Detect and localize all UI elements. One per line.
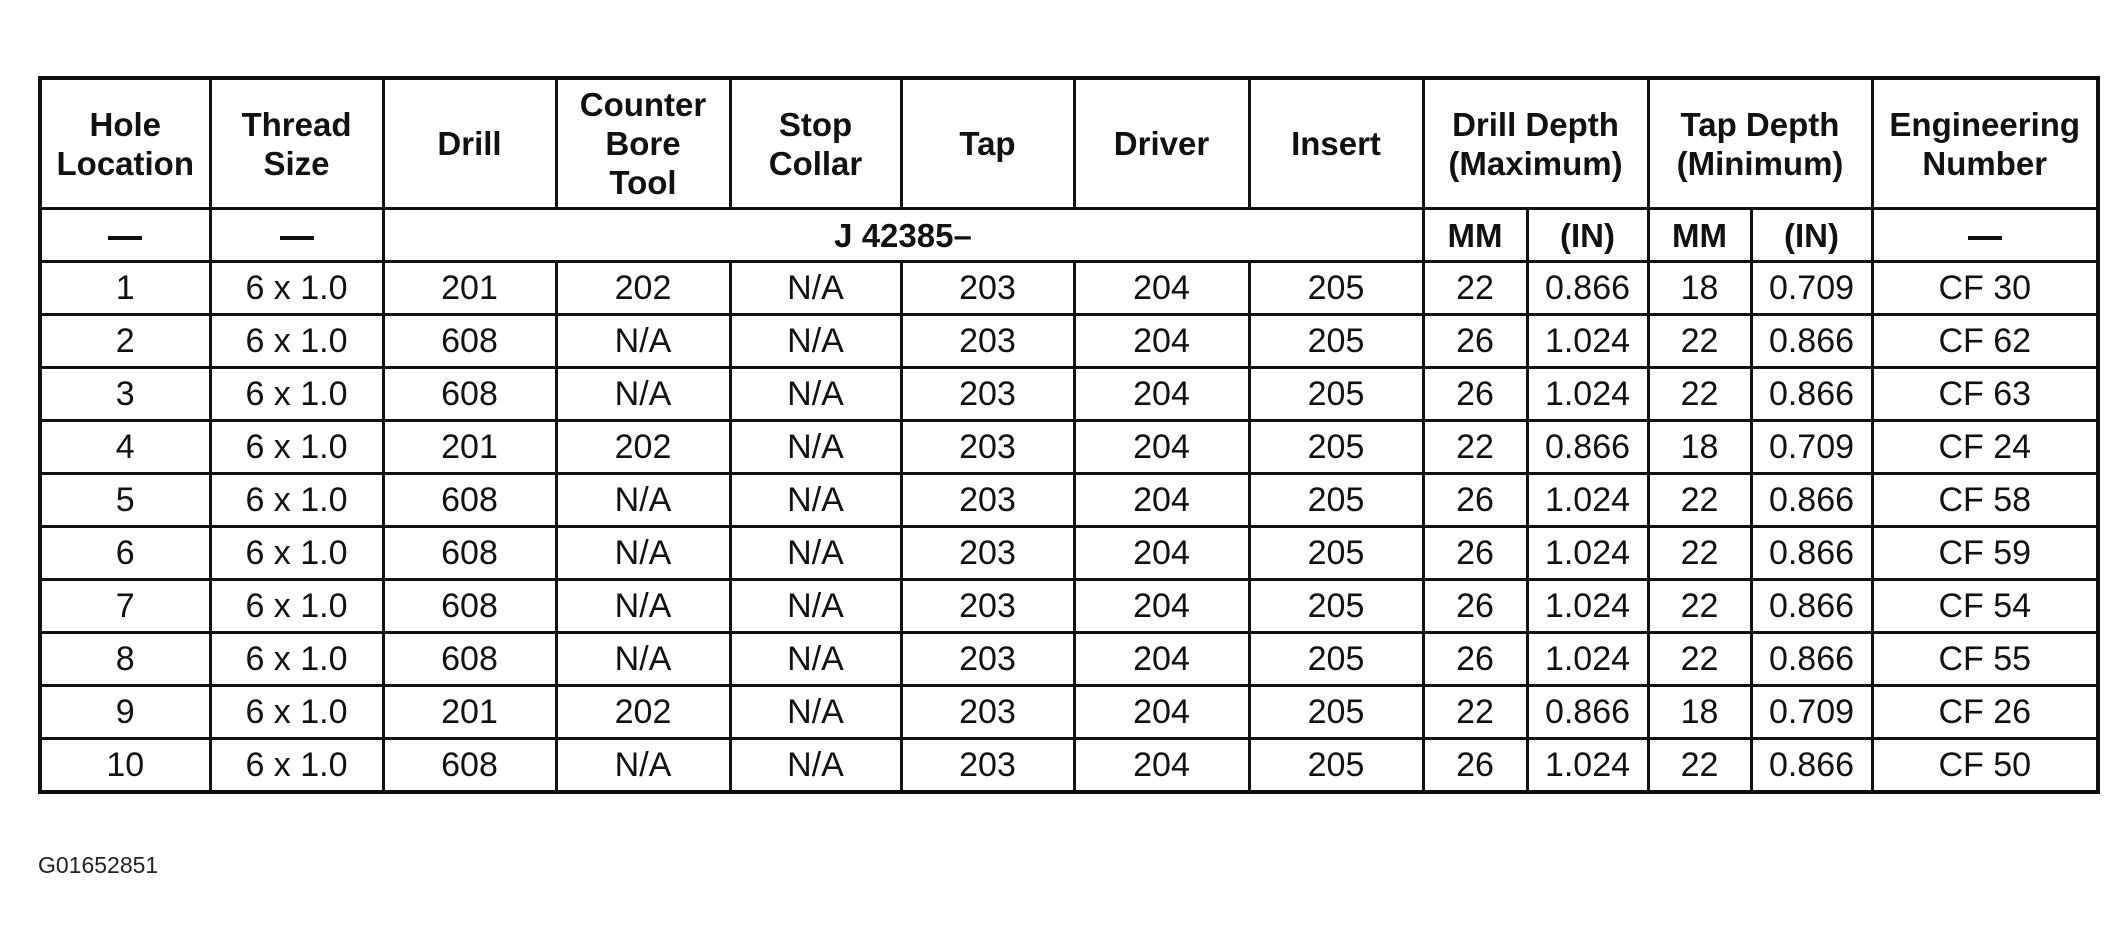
unit-row bbox=[40, 209, 2098, 262]
table-row bbox=[40, 262, 2098, 315]
cell-driver: 204 bbox=[1074, 368, 1249, 421]
cell-driver: 204 bbox=[1074, 739, 1249, 793]
cell-tap-depth-mm: 22 bbox=[1648, 580, 1751, 633]
unit-drill-depth-in: (IN) bbox=[1527, 209, 1648, 262]
cell-thread-size: 6 x 1.0 bbox=[210, 633, 383, 686]
unit-engineering-number-dash bbox=[1872, 209, 2098, 262]
cell-tap: 203 bbox=[901, 739, 1074, 793]
cell-tap-depth-in: 0.709 bbox=[1751, 262, 1872, 315]
cell-tap-depth-mm: 22 bbox=[1648, 633, 1751, 686]
table-row bbox=[40, 474, 2098, 527]
header-insert: Insert bbox=[1249, 78, 1423, 209]
cell-counter-bore-tool: N/A bbox=[556, 474, 730, 527]
cell-tap: 203 bbox=[901, 262, 1074, 315]
cell-counter-bore-tool: N/A bbox=[556, 580, 730, 633]
cell-drill-depth-in: 1.024 bbox=[1527, 739, 1648, 793]
cell-drill-depth-mm: 22 bbox=[1423, 686, 1527, 739]
cell-thread-size: 6 x 1.0 bbox=[210, 527, 383, 580]
cell-drill: 608 bbox=[383, 739, 556, 793]
cell-insert: 205 bbox=[1249, 580, 1423, 633]
dash-mark bbox=[1968, 236, 2002, 240]
cell-driver: 204 bbox=[1074, 262, 1249, 315]
cell-tap-depth-mm: 22 bbox=[1648, 368, 1751, 421]
cell-tap-depth-in: 0.866 bbox=[1751, 580, 1872, 633]
cell-tap-depth-mm: 18 bbox=[1648, 686, 1751, 739]
cell-thread-size: 6 x 1.0 bbox=[210, 368, 383, 421]
cell-insert: 205 bbox=[1249, 527, 1423, 580]
cell-driver: 204 bbox=[1074, 580, 1249, 633]
cell-thread-size: 6 x 1.0 bbox=[210, 421, 383, 474]
unit-tap-depth-mm: MM bbox=[1648, 209, 1751, 262]
cell-drill-depth-mm: 22 bbox=[1423, 262, 1527, 315]
cell-hole-location: 3 bbox=[40, 368, 210, 421]
header-thread-size: Thread Size bbox=[210, 78, 383, 209]
cell-counter-bore-tool: N/A bbox=[556, 368, 730, 421]
cell-counter-bore-tool: 202 bbox=[556, 686, 730, 739]
cell-driver: 204 bbox=[1074, 315, 1249, 368]
header-tap: Tap bbox=[901, 78, 1074, 209]
cell-drill: 201 bbox=[383, 262, 556, 315]
cell-drill-depth-in: 1.024 bbox=[1527, 368, 1648, 421]
cell-drill: 608 bbox=[383, 474, 556, 527]
table-body bbox=[40, 262, 2098, 793]
cell-tap-depth-mm: 18 bbox=[1648, 262, 1751, 315]
cell-drill-depth-in: 1.024 bbox=[1527, 315, 1648, 368]
cell-stop-collar: N/A bbox=[730, 421, 901, 474]
cell-engineering-number: CF 30 bbox=[1872, 262, 2098, 315]
cell-stop-collar: N/A bbox=[730, 262, 901, 315]
cell-tap-depth-in: 0.866 bbox=[1751, 474, 1872, 527]
cell-drill-depth-mm: 22 bbox=[1423, 421, 1527, 474]
cell-tap-depth-mm: 22 bbox=[1648, 474, 1751, 527]
cell-hole-location: 8 bbox=[40, 633, 210, 686]
cell-drill-depth-mm: 26 bbox=[1423, 580, 1527, 633]
cell-stop-collar: N/A bbox=[730, 474, 901, 527]
cell-insert: 205 bbox=[1249, 368, 1423, 421]
cell-hole-location: 7 bbox=[40, 580, 210, 633]
cell-driver: 204 bbox=[1074, 527, 1249, 580]
cell-stop-collar: N/A bbox=[730, 580, 901, 633]
cell-engineering-number: CF 50 bbox=[1872, 739, 2098, 793]
cell-tap: 203 bbox=[901, 474, 1074, 527]
cell-tap: 203 bbox=[901, 368, 1074, 421]
cell-driver: 204 bbox=[1074, 686, 1249, 739]
cell-engineering-number: CF 26 bbox=[1872, 686, 2098, 739]
cell-tap-depth-in: 0.709 bbox=[1751, 421, 1872, 474]
cell-engineering-number: CF 24 bbox=[1872, 421, 2098, 474]
cell-drill-depth-in: 0.866 bbox=[1527, 262, 1648, 315]
cell-driver: 204 bbox=[1074, 633, 1249, 686]
cell-hole-location: 1 bbox=[40, 262, 210, 315]
unit-thread-size-dash bbox=[210, 209, 383, 262]
cell-insert: 205 bbox=[1249, 421, 1423, 474]
cell-insert: 205 bbox=[1249, 315, 1423, 368]
cell-counter-bore-tool: N/A bbox=[556, 315, 730, 368]
cell-tap-depth-in: 0.866 bbox=[1751, 739, 1872, 793]
cell-hole-location: 10 bbox=[40, 739, 210, 793]
header-tap-depth: Tap Depth (Minimum) bbox=[1648, 78, 1872, 209]
header-drill: Drill bbox=[383, 78, 556, 209]
header-engineering-number: Engineering Number bbox=[1872, 78, 2098, 209]
table-row bbox=[40, 368, 2098, 421]
cell-tap-depth-in: 0.866 bbox=[1751, 368, 1872, 421]
cell-stop-collar: N/A bbox=[730, 315, 901, 368]
cell-hole-location: 4 bbox=[40, 421, 210, 474]
unit-tap-depth-in: (IN) bbox=[1751, 209, 1872, 262]
dash-mark bbox=[108, 236, 142, 240]
cell-drill: 608 bbox=[383, 580, 556, 633]
cell-drill: 608 bbox=[383, 633, 556, 686]
table-row bbox=[40, 686, 2098, 739]
cell-thread-size: 6 x 1.0 bbox=[210, 315, 383, 368]
cell-tap-depth-mm: 22 bbox=[1648, 739, 1751, 793]
cell-tap: 203 bbox=[901, 527, 1074, 580]
cell-drill: 608 bbox=[383, 527, 556, 580]
cell-engineering-number: CF 59 bbox=[1872, 527, 2098, 580]
cell-drill-depth-mm: 26 bbox=[1423, 368, 1527, 421]
cell-tap-depth-in: 0.866 bbox=[1751, 633, 1872, 686]
table-row bbox=[40, 633, 2098, 686]
cell-engineering-number: CF 62 bbox=[1872, 315, 2098, 368]
header-row bbox=[40, 78, 2098, 209]
cell-hole-location: 2 bbox=[40, 315, 210, 368]
header-driver: Driver bbox=[1074, 78, 1249, 209]
cell-driver: 204 bbox=[1074, 421, 1249, 474]
header-hole-location: Hole Location bbox=[40, 78, 210, 209]
cell-tap-depth-in: 0.866 bbox=[1751, 315, 1872, 368]
cell-drill: 201 bbox=[383, 421, 556, 474]
cell-tap-depth-in: 0.709 bbox=[1751, 686, 1872, 739]
cell-counter-bore-tool: N/A bbox=[556, 527, 730, 580]
cell-insert: 205 bbox=[1249, 633, 1423, 686]
cell-drill-depth-mm: 26 bbox=[1423, 739, 1527, 793]
cell-drill: 608 bbox=[383, 315, 556, 368]
cell-counter-bore-tool: N/A bbox=[556, 739, 730, 793]
cell-thread-size: 6 x 1.0 bbox=[210, 739, 383, 793]
cell-drill-depth-mm: 26 bbox=[1423, 315, 1527, 368]
cell-tap: 203 bbox=[901, 686, 1074, 739]
header-counter-bore-tool: Counter Bore Tool bbox=[556, 78, 730, 209]
cell-tap: 203 bbox=[901, 315, 1074, 368]
cell-tap-depth-mm: 22 bbox=[1648, 315, 1751, 368]
table-row bbox=[40, 527, 2098, 580]
cell-insert: 205 bbox=[1249, 686, 1423, 739]
cell-drill-depth-in: 0.866 bbox=[1527, 686, 1648, 739]
cell-tap-depth-mm: 18 bbox=[1648, 421, 1751, 474]
tool-number-prefix: J 42385– bbox=[383, 209, 1423, 262]
cell-engineering-number: CF 54 bbox=[1872, 580, 2098, 633]
header-drill-depth: Drill Depth (Maximum) bbox=[1423, 78, 1648, 209]
cell-driver: 204 bbox=[1074, 474, 1249, 527]
cell-thread-size: 6 x 1.0 bbox=[210, 262, 383, 315]
cell-engineering-number: CF 63 bbox=[1872, 368, 2098, 421]
cell-drill-depth-mm: 26 bbox=[1423, 633, 1527, 686]
cell-drill-depth-in: 1.024 bbox=[1527, 633, 1648, 686]
cell-insert: 205 bbox=[1249, 739, 1423, 793]
cell-engineering-number: CF 58 bbox=[1872, 474, 2098, 527]
cell-tap: 203 bbox=[901, 421, 1074, 474]
cell-drill-depth-in: 1.024 bbox=[1527, 527, 1648, 580]
table-row bbox=[40, 580, 2098, 633]
cell-stop-collar: N/A bbox=[730, 368, 901, 421]
cell-insert: 205 bbox=[1249, 474, 1423, 527]
cell-drill: 608 bbox=[383, 368, 556, 421]
cell-thread-size: 6 x 1.0 bbox=[210, 580, 383, 633]
cell-counter-bore-tool: 202 bbox=[556, 421, 730, 474]
cell-drill-depth-mm: 26 bbox=[1423, 474, 1527, 527]
cell-hole-location: 9 bbox=[40, 686, 210, 739]
cell-stop-collar: N/A bbox=[730, 686, 901, 739]
spec-table bbox=[38, 76, 2100, 794]
cell-hole-location: 6 bbox=[40, 527, 210, 580]
header-stop-collar: Stop Collar bbox=[730, 78, 901, 209]
table-row bbox=[40, 315, 2098, 368]
cell-counter-bore-tool: N/A bbox=[556, 633, 730, 686]
cell-thread-size: 6 x 1.0 bbox=[210, 474, 383, 527]
cell-counter-bore-tool: 202 bbox=[556, 262, 730, 315]
cell-insert: 205 bbox=[1249, 262, 1423, 315]
cell-thread-size: 6 x 1.0 bbox=[210, 686, 383, 739]
cell-tap-depth-in: 0.866 bbox=[1751, 527, 1872, 580]
cell-drill-depth-in: 0.866 bbox=[1527, 421, 1648, 474]
cell-drill: 201 bbox=[383, 686, 556, 739]
unit-hole-location-dash bbox=[40, 209, 210, 262]
dash-mark bbox=[280, 236, 314, 240]
cell-engineering-number: CF 55 bbox=[1872, 633, 2098, 686]
table-row bbox=[40, 421, 2098, 474]
cell-drill-depth-mm: 26 bbox=[1423, 527, 1527, 580]
unit-drill-depth-mm: MM bbox=[1423, 209, 1527, 262]
cell-tap: 203 bbox=[901, 580, 1074, 633]
cell-stop-collar: N/A bbox=[730, 739, 901, 793]
cell-tap-depth-mm: 22 bbox=[1648, 527, 1751, 580]
cell-drill-depth-in: 1.024 bbox=[1527, 580, 1648, 633]
cell-stop-collar: N/A bbox=[730, 633, 901, 686]
cell-drill-depth-in: 1.024 bbox=[1527, 474, 1648, 527]
cell-tap: 203 bbox=[901, 633, 1074, 686]
figure-id: G01652851 bbox=[38, 852, 159, 878]
cell-stop-collar: N/A bbox=[730, 527, 901, 580]
cell-hole-location: 5 bbox=[40, 474, 210, 527]
table-row bbox=[40, 739, 2098, 793]
